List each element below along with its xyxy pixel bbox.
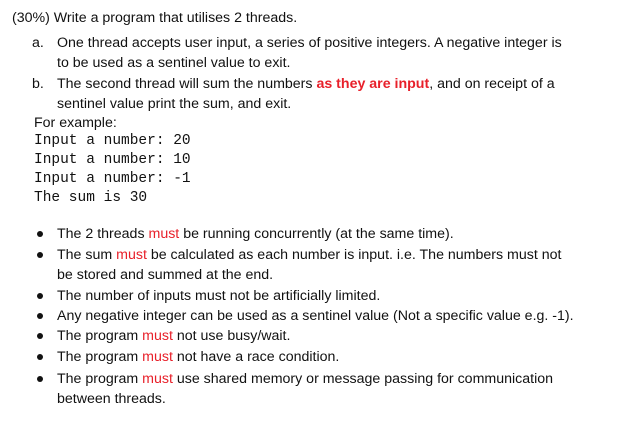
question-header: (30%) Write a program that utilises 2 threads. xyxy=(12,10,298,26)
requirement-text: use shared memory or message passing for communication xyxy=(172,371,553,387)
bullet-icon xyxy=(37,376,43,382)
requirement-text: not have a race condition. xyxy=(172,349,340,365)
requirement-emphasis: must xyxy=(142,371,173,387)
bullet-icon xyxy=(37,252,43,258)
requirement-text: The program xyxy=(57,371,143,387)
requirement-item xyxy=(57,326,290,346)
requirement-item xyxy=(57,347,339,367)
requirement-item xyxy=(57,369,553,389)
requirement-item xyxy=(57,224,454,244)
requirement-emphasis: must xyxy=(142,328,173,344)
part-b-text-post: , and on receipt of a xyxy=(429,76,555,92)
requirement-text: The program xyxy=(57,349,143,365)
requirement-item xyxy=(57,245,561,265)
example-line: Input a number: 10 xyxy=(34,152,191,168)
example-line: Input a number: 20 xyxy=(34,133,191,149)
bullet-icon xyxy=(37,293,43,299)
part-b-line-2: sentinel value print the sum, and exit. xyxy=(57,96,292,112)
requirement-emphasis: must xyxy=(142,349,173,365)
requirement-text: be running concurrently (at the same time). xyxy=(179,226,454,242)
requirement-text: The sum xyxy=(57,247,117,263)
bullet-icon xyxy=(37,333,43,339)
bullet-icon xyxy=(37,313,43,319)
requirement-emphasis: must xyxy=(148,226,180,242)
requirement-text: The program xyxy=(57,328,143,344)
part-b-text-pre: The second thread will sum the numbers xyxy=(57,76,317,92)
example-line: Input a number: -1 xyxy=(34,171,191,187)
requirement-text: be calculated as each number is input. i.e. The numbers must not xyxy=(146,247,562,263)
requirement-continuation: be stored and summed at the end. xyxy=(57,267,274,283)
part-a-line-2: to be used as a sentinel value to exit. xyxy=(57,55,291,71)
requirement-text: not use busy/wait. xyxy=(172,328,291,344)
bullet-icon xyxy=(37,231,43,237)
requirement-emphasis: must xyxy=(116,247,147,263)
bullet-icon xyxy=(37,354,43,360)
requirement-continuation: between threads. xyxy=(57,391,166,407)
example-label: For example: xyxy=(34,115,117,131)
part-a-marker: a. xyxy=(32,35,44,51)
requirement-text: The 2 threads xyxy=(57,226,149,242)
part-b-marker: b. xyxy=(32,76,44,92)
part-a-line-1: One thread accepts user input, a series of positive integers. A negative integer is xyxy=(57,35,562,51)
example-line: The sum is 30 xyxy=(34,190,148,206)
requirement-item: Any negative integer can be used as a sentinel value (Not a specific value e.g. -1). xyxy=(57,308,574,324)
part-b-line-1 xyxy=(57,74,555,94)
requirement-item: The number of inputs must not be artificially limited. xyxy=(57,288,381,304)
part-b-emphasis: as they are input xyxy=(316,76,430,92)
